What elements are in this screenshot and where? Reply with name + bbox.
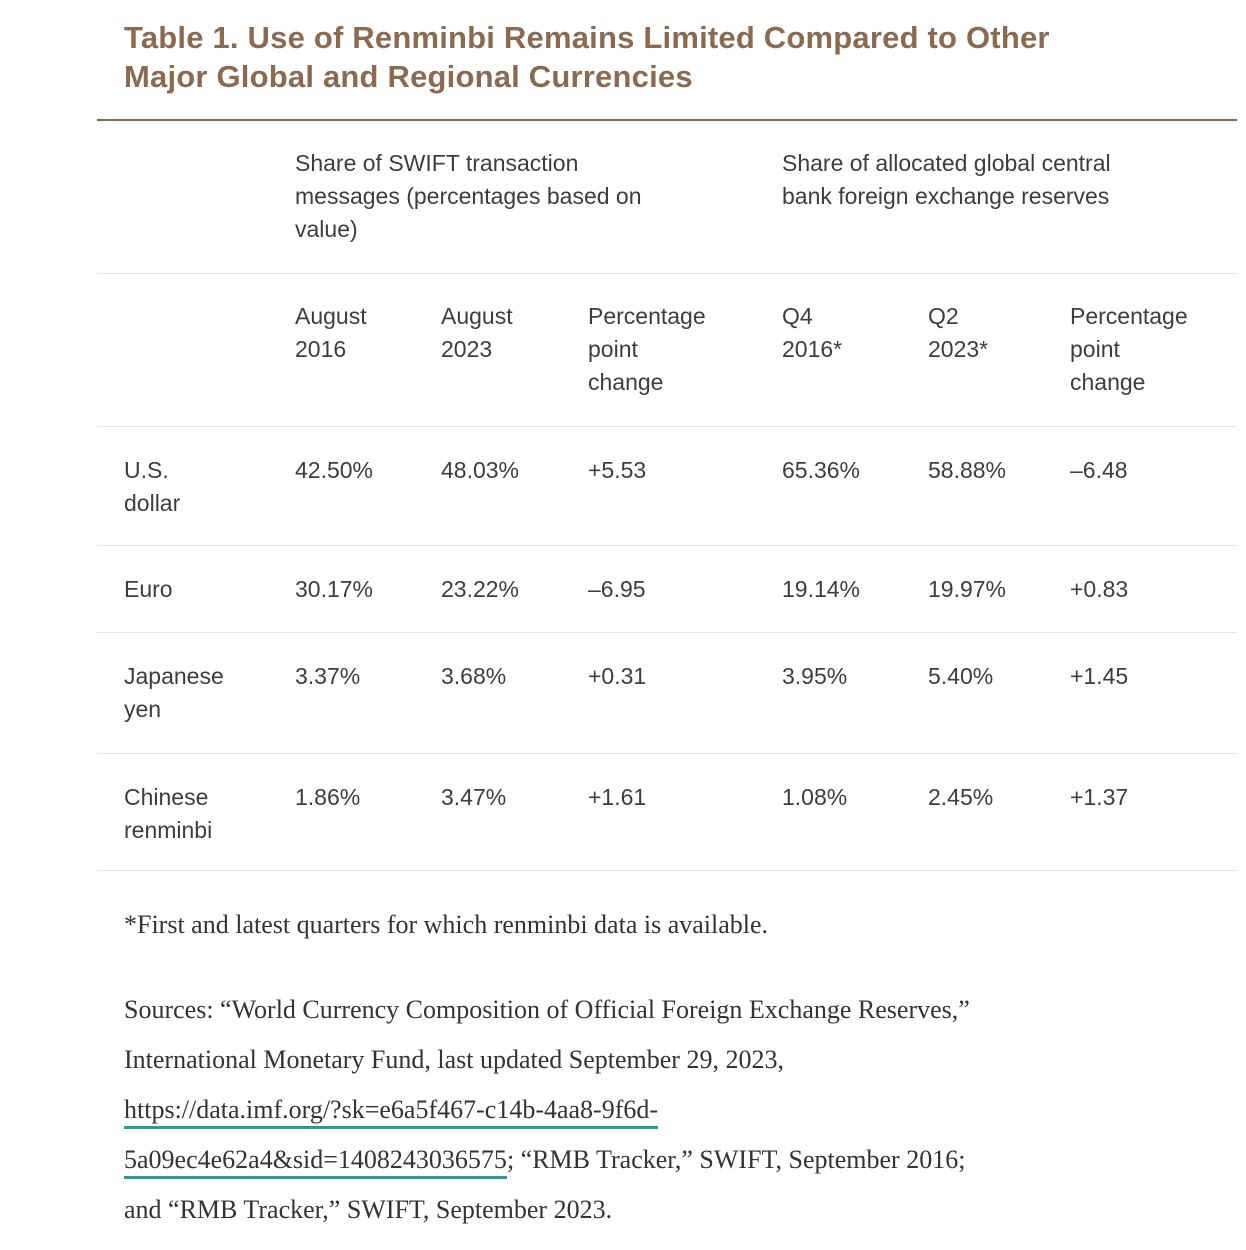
sources-text-line2: International Monetary Fund, last updated September 29, 2023, [124, 1045, 784, 1074]
cell-value: –6.95 [588, 576, 646, 602]
cell-value: 30.17% [295, 576, 374, 602]
cell-value: 3.68% [441, 663, 507, 689]
imf-data-link-line1[interactable]: https://data.imf.org/?sk=e6a5f467-c14b-4aa8-9f6d- [124, 1095, 658, 1129]
sources-note [124, 985, 1210, 1235]
table-row-japanese-yen [97, 632, 1237, 753]
currency-table [97, 121, 1237, 871]
column-header-pp-change-reserves: Percentage point change [1070, 303, 1188, 395]
cell-value: 58.88% [928, 457, 1007, 483]
group-header-reserves-cell [782, 147, 1237, 273]
cell-value: 5.40% [928, 663, 994, 689]
cell-value: 19.14% [782, 576, 861, 602]
table-row-us-dollar [97, 426, 1237, 545]
cell-value: 65.36% [782, 457, 861, 483]
column-header-q4-2016: Q4 2016* [782, 303, 843, 362]
column-header-row [97, 273, 1237, 426]
cell-value: +5.53 [588, 457, 647, 483]
cell-value: 42.50% [295, 457, 374, 483]
cell-value: 19.97% [928, 576, 1007, 602]
cell-value: +1.61 [588, 784, 647, 810]
row-label: Chinese renminbi [124, 784, 213, 843]
cell-value: +0.31 [588, 663, 647, 689]
cell-value: 1.86% [295, 784, 361, 810]
group-header-swift-cell [295, 147, 782, 273]
footnote-asterisk: *First and latest quarters for which renminbi data is available. [124, 910, 769, 939]
sources-text-after-link: ; “RMB Tracker,” SWIFT, September 2016; [506, 1145, 966, 1174]
sources-text-last-line: and “RMB Tracker,” SWIFT, September 2023. [124, 1195, 613, 1224]
cell-value: 3.37% [295, 663, 361, 689]
row-label: Japanese yen [124, 663, 224, 722]
table-row-chinese-renminbi [97, 753, 1237, 870]
group-header-spacer [124, 147, 295, 273]
imf-data-link-line2[interactable]: 5a09ec4e62a4&sid=1408243036575 [124, 1145, 507, 1179]
cell-value: +1.45 [1070, 663, 1129, 689]
column-header-august-2016: August 2016 [295, 303, 367, 362]
page-title: Table 1. Use of Renminbi Remains Limited Compared to Other Major Global and Regional Currencies [124, 20, 1050, 94]
cell-value: 3.95% [782, 663, 848, 689]
cell-value: 23.22% [441, 576, 520, 602]
table-row-euro [97, 545, 1237, 632]
group-header-reserves-label: Share of allocated global central bank foreign exchange reserves [782, 150, 1111, 209]
article-table-section [97, 18, 1237, 1235]
sources-text-line1: Sources: “World Currency Composition of Official Foreign Exchange Reserves,” [124, 995, 970, 1024]
cell-value: 2.45% [928, 784, 994, 810]
cell-value: 48.03% [441, 457, 520, 483]
cell-value: +1.37 [1070, 784, 1129, 810]
row-label: U.S. dollar [124, 457, 181, 516]
column-header-q2-2023: Q2 2023* [928, 303, 989, 362]
cell-value: +0.83 [1070, 576, 1129, 602]
cell-value: 1.08% [782, 784, 848, 810]
column-header-pp-change-swift: Percentage point change [588, 303, 706, 395]
column-header-august-2023: August 2023 [441, 303, 513, 362]
column-header-spacer [124, 300, 295, 426]
group-header-row [97, 121, 1237, 273]
cell-value: –6.48 [1070, 457, 1128, 483]
row-label: Euro [124, 576, 173, 602]
group-header-swift-label: Share of SWIFT transaction messages (percentages based on value) [295, 150, 642, 242]
cell-value: 3.47% [441, 784, 507, 810]
